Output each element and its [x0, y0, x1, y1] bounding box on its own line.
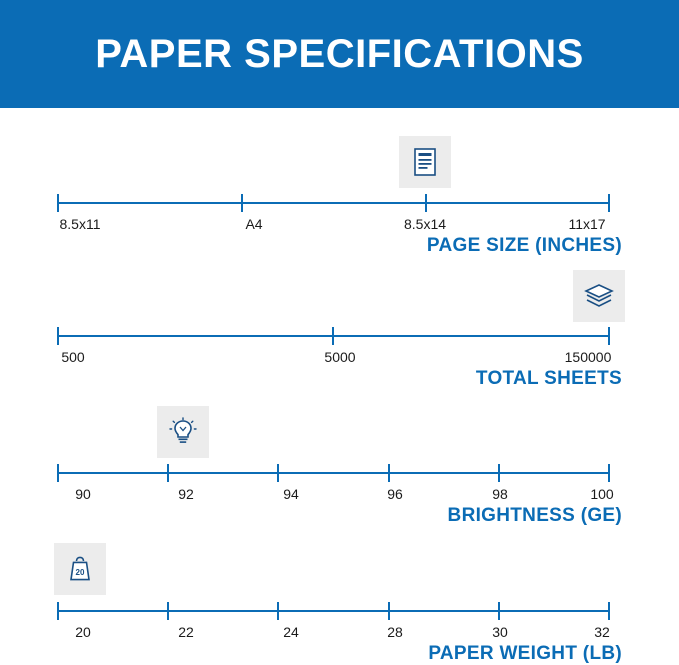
- axis-tick: [425, 194, 427, 212]
- weight-icon: [66, 554, 94, 584]
- axis-title-total-sheets: TOTAL SHEETS: [475, 368, 622, 389]
- axis-tick-label: 98: [492, 486, 508, 502]
- axis-paper-weight: [57, 610, 610, 640]
- axis-tick: [608, 602, 610, 620]
- marker-total-sheets[interactable]: [573, 270, 625, 322]
- axis-tick: [241, 194, 243, 212]
- marker-brightness[interactable]: [157, 406, 209, 458]
- page-title: PAPER SPECIFICATIONS: [95, 32, 584, 76]
- axis-title-paper-weight: PAPER WEIGHT (LB): [428, 643, 622, 664]
- axis-line: [57, 202, 610, 204]
- axis-tick: [388, 464, 390, 482]
- axis-tick-label: 22: [178, 624, 194, 640]
- axis-tick-label: 96: [387, 486, 403, 502]
- axis-tick: [608, 327, 610, 345]
- axis-tick-label: 32: [594, 624, 610, 640]
- lightbulb-icon: [169, 417, 197, 447]
- axis-tick: [388, 602, 390, 620]
- document-icon: [412, 147, 438, 177]
- axis-tick: [498, 464, 500, 482]
- sheets-stack-icon: [584, 282, 614, 310]
- axis-page-size: [57, 202, 610, 232]
- axis-line: [57, 610, 610, 612]
- axis-title-brightness: BRIGHTNESS (GE): [447, 505, 622, 526]
- header-banner: [0, 0, 679, 108]
- axis-line: [57, 472, 610, 474]
- axis-tick-label: 92: [178, 486, 194, 502]
- axis-tick-label: 94: [283, 486, 299, 502]
- axis-tick-label: A4: [245, 216, 263, 232]
- axis-tick-label: 8.5x14: [403, 216, 447, 232]
- svg-text:20: 20: [75, 568, 85, 577]
- axis-total-sheets: [57, 335, 612, 365]
- axis-tick: [608, 194, 610, 212]
- spec-paper-weight: [0, 535, 679, 664]
- spec-total-sheets: [0, 265, 679, 389]
- axis-tick-label: 30: [492, 624, 508, 640]
- axis-tick: [57, 464, 59, 482]
- axis-tick: [57, 602, 59, 620]
- marker-paper-weight[interactable]: [54, 543, 106, 595]
- axis-brightness: [57, 472, 614, 502]
- axis-tick: [167, 602, 169, 620]
- axis-tick-label: 5000: [324, 349, 356, 365]
- axis-tick-label: 8.5x11: [59, 216, 101, 232]
- axis-tick: [498, 602, 500, 620]
- axis-tick: [277, 602, 279, 620]
- spec-brightness: [0, 400, 679, 526]
- axis-tick-label: 90: [75, 486, 91, 502]
- axis-tick: [167, 464, 169, 482]
- spec-page-size: [0, 130, 679, 256]
- axis-tick: [277, 464, 279, 482]
- axis-tick-label: 20: [75, 624, 91, 640]
- axis-tick-label: 150000: [564, 349, 612, 365]
- axis-tick: [332, 327, 334, 345]
- axis-tick-label: 100: [590, 486, 614, 502]
- axis-tick-label: 28: [387, 624, 403, 640]
- axis-tick: [57, 194, 59, 212]
- axis-tick: [57, 327, 59, 345]
- axis-tick-label: 11x17: [568, 216, 606, 232]
- axis-tick-label: 500: [61, 349, 85, 365]
- marker-page-size[interactable]: [399, 136, 451, 188]
- axis-title-page-size: PAGE SIZE (INCHES): [426, 235, 622, 256]
- axis-tick-label: 24: [283, 624, 299, 640]
- axis-tick: [608, 464, 610, 482]
